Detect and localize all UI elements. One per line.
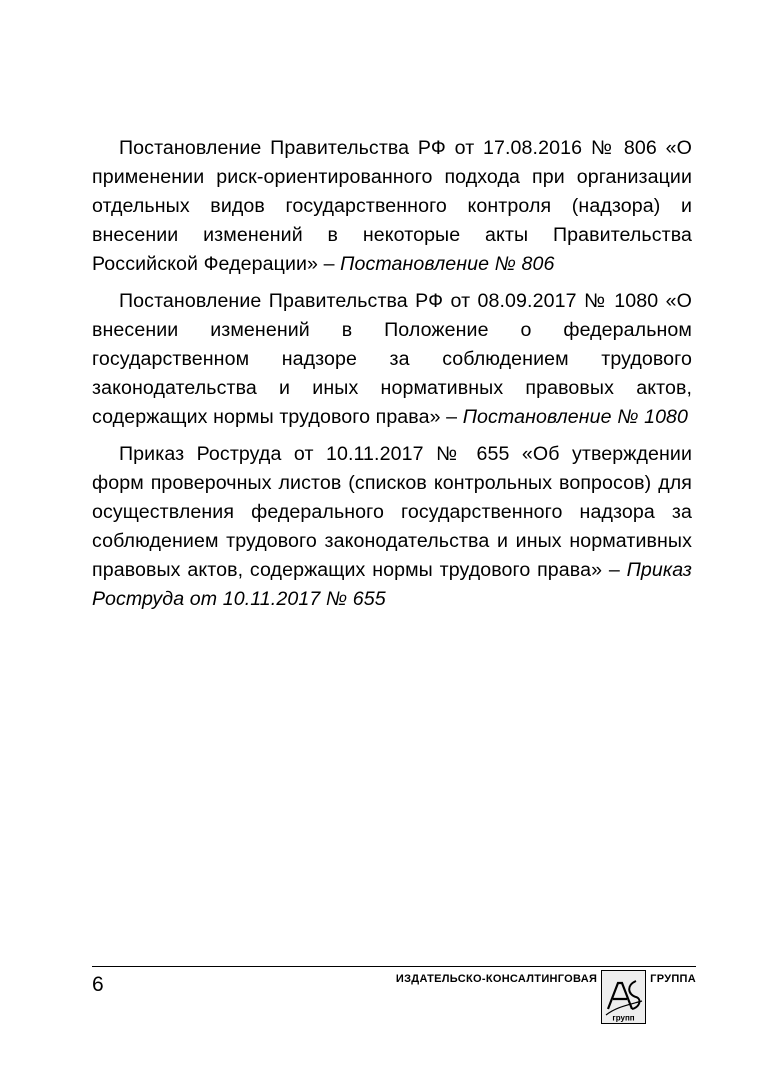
publisher-name-left: ИЗДАТЕЛЬСКО-КОНСАЛТИНГОВАЯ xyxy=(395,973,598,985)
paragraph-text: Приказ Роструда от 10.11.2017 № 655 «Об утверждении форм проверочных листов (списков контрольных вопросов) для осуществления федерального государственного надзора за соблюдением трудового законодательства и иных нормативных правовых актов, содержащих нормы трудового права» – xyxy=(92,443,692,581)
paragraph-resolution-806 xyxy=(92,134,692,279)
paragraph-text: Постановление Правительства РФ от 17.08.2016 № 806 «О применении риск-ориентированного подхода при организации отдельных видов государственного контроля (надзора) и внесении изменений в некоторые акты Правительства Российской Федерации» – xyxy=(92,137,692,275)
footer-divider xyxy=(92,966,696,967)
paragraph-resolution-1080 xyxy=(92,287,692,432)
paragraph-text: Постановление Правительства РФ от 08.09.2017 № 1080 «О внесении изменений в Положение о федеральном государственном надзоре за соблюдением трудового законодательства и иных нормативных правовых актов, содержащих нормы трудового права» – xyxy=(92,290,692,428)
page-number: 6 xyxy=(92,973,104,996)
publisher-name-right: ГРУППА xyxy=(650,973,696,985)
publisher-logo-caption: групп xyxy=(612,1013,635,1023)
document-body xyxy=(92,134,692,622)
publisher-logo-icon xyxy=(602,971,645,1023)
paragraph-reference: Приказ Роструда от 10.11.2017 № 655 xyxy=(92,559,692,610)
paragraph-reference: Постановление № 806 xyxy=(340,253,555,275)
publisher-logo xyxy=(601,970,646,1024)
paragraph-reference: Постановление № 1080 xyxy=(462,406,689,428)
paragraph-order-655 xyxy=(92,440,692,614)
publisher-mark xyxy=(396,970,696,1024)
